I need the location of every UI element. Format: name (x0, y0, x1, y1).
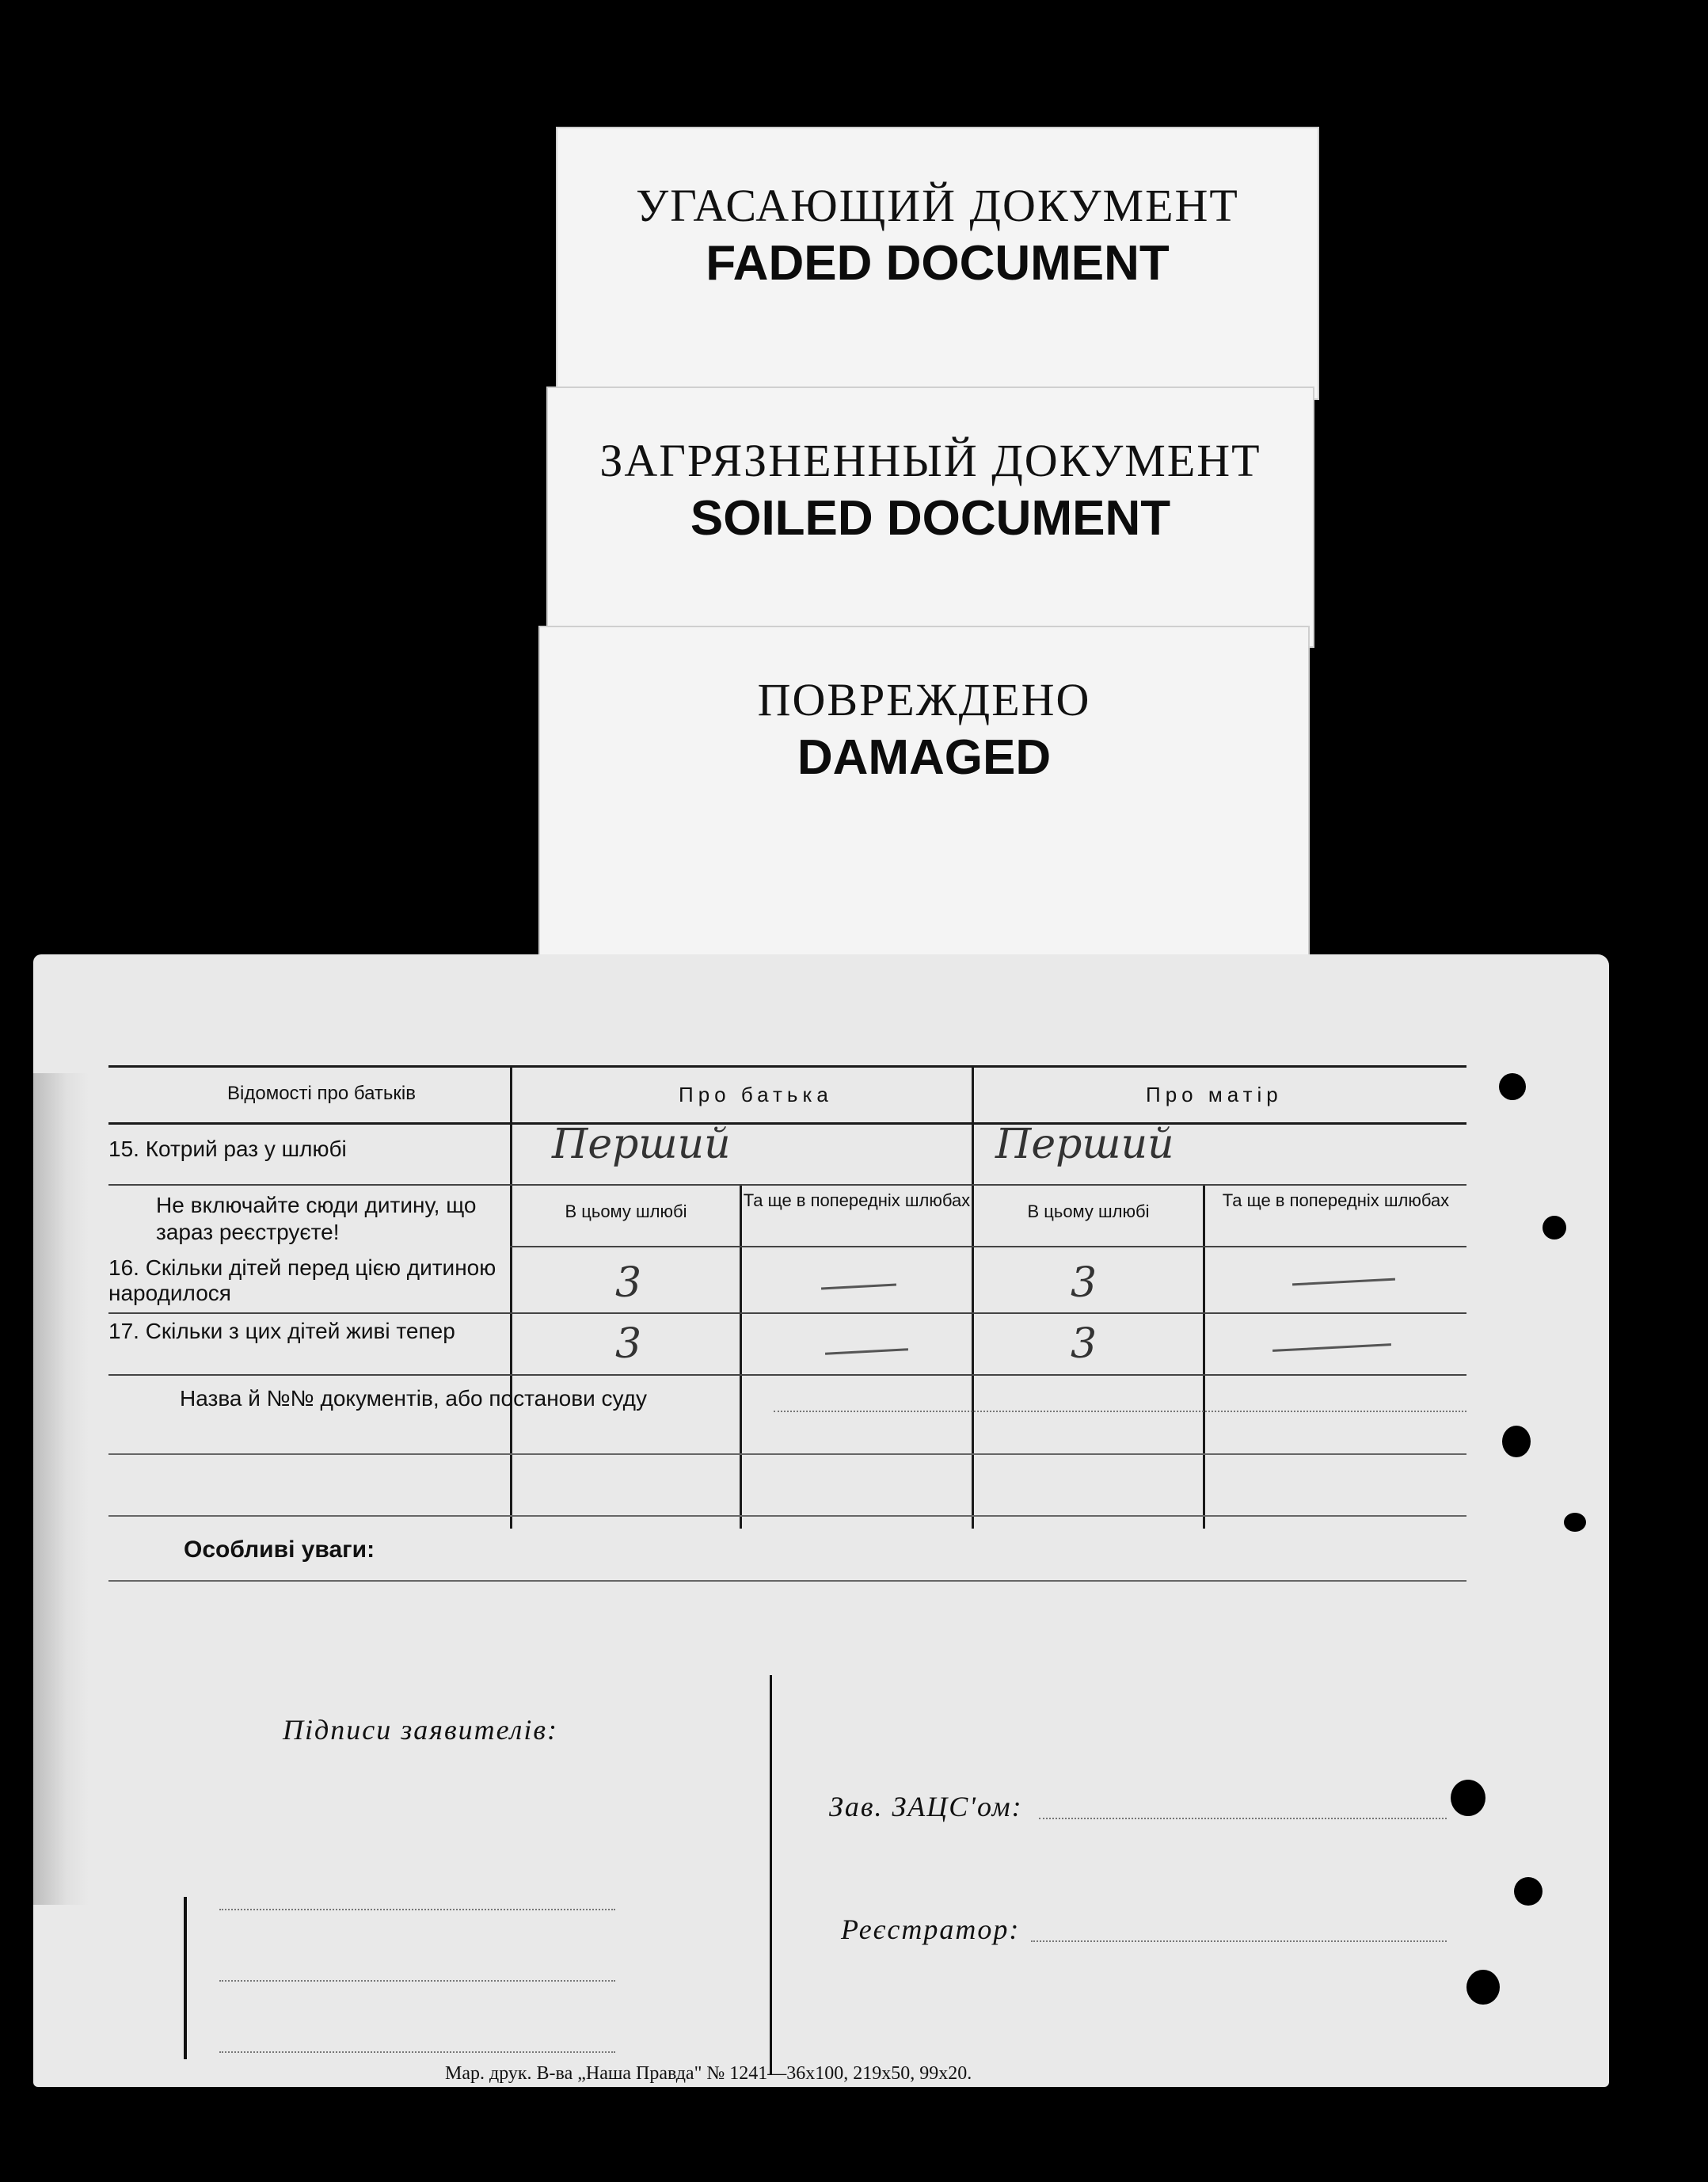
zags-head-field[interactable] (1039, 1818, 1447, 1819)
paper-curl (33, 1073, 89, 1905)
mother-children-born: 3 (1071, 1259, 1097, 1307)
signature-line-2[interactable] (219, 1980, 615, 1982)
soiled-document-card (546, 387, 1314, 648)
signature-divider (770, 1675, 772, 2075)
documents-field[interactable] (774, 1411, 1466, 1412)
faded-document-card (556, 127, 1319, 400)
registrar-field[interactable] (1031, 1940, 1447, 1942)
row16-label: 16. Скільки дітей перед цією дитиною народилося (108, 1255, 496, 1305)
punch-hole (1502, 1426, 1531, 1457)
zags-head-label: Зав. ЗАЦС'ом: (829, 1791, 1023, 1822)
divider-mother (972, 1065, 974, 1529)
damaged-document-card (538, 626, 1310, 958)
punch-hole (1564, 1513, 1586, 1532)
damaged-en-label: DAMAGED (797, 730, 1052, 785)
signature-line-1[interactable] (219, 1909, 615, 1910)
soiled-ru-label: ЗАГРЯЗНЕННЫЙ ДОКУМЕНТ (599, 435, 1261, 486)
father-children-born: 3 (615, 1259, 642, 1307)
punch-hole (1466, 1970, 1500, 2005)
row16-bottom (108, 1312, 1466, 1314)
header-bottom-border (108, 1122, 1466, 1125)
father-prev-born-dash (821, 1284, 896, 1290)
registrar-label: Реєстратор: (841, 1914, 1021, 1945)
print-footer: Мар. друк. В-ва „Наша Правда" № 1241—36х100, 219х50, 99х20. (445, 2063, 972, 2084)
father-prev-alive-dash (825, 1348, 908, 1354)
header-father: Про батька (679, 1083, 833, 1106)
documents-field-line3[interactable] (108, 1515, 1466, 1517)
table-top-border (108, 1065, 1466, 1068)
father-prev-marriages: Та ще в попередніх шлюбах (743, 1190, 971, 1210)
documents-field-line2[interactable] (108, 1453, 1466, 1455)
signature-line-3[interactable] (219, 2051, 615, 2053)
row15-label: 15. Котрий раз у шлюбі (108, 1137, 347, 1161)
row17-bottom (108, 1374, 1466, 1376)
row17-label: 17. Скільки з цих дітей живі тепер (108, 1319, 455, 1343)
special-remarks-field[interactable] (108, 1580, 1466, 1582)
special-remarks-label: Особливі уваги: (184, 1537, 375, 1563)
applicants-signatures-label: Підписи заявителів: (283, 1714, 558, 1746)
parents-table (108, 1065, 1466, 1529)
row15-bottom (108, 1184, 1466, 1186)
mother-prev-marriages: Та ще в попередніх шлюбах (1222, 1190, 1450, 1210)
father-marriage-handwritten: Перший (552, 1121, 731, 1168)
faded-ru-label: УГАСАЮЩИЙ ДОКУМЕНТ (636, 180, 1239, 231)
punch-hole (1499, 1073, 1526, 1100)
documents-label: Назва й №№ документів, або постанови суду (180, 1386, 647, 1411)
mother-prev-born-dash (1292, 1278, 1395, 1286)
faded-en-label: FADED DOCUMENT (706, 236, 1170, 291)
registration-form-sheet (33, 954, 1609, 2087)
father-children-alive: 3 (615, 1320, 642, 1368)
mother-this-marriage: В цьому шлюбі (1027, 1201, 1150, 1221)
subheader-bottom (510, 1246, 1466, 1247)
divider-father (510, 1065, 512, 1529)
divider-mother-sub (1203, 1184, 1205, 1529)
signature-bracket (184, 1897, 187, 2059)
mother-children-alive: 3 (1071, 1320, 1097, 1368)
punch-hole (1543, 1216, 1566, 1240)
mother-marriage-handwritten: Перший (995, 1121, 1174, 1168)
exclude-note: Не включайте сюди дитину, що зараз реєструєте! (156, 1193, 477, 1244)
damaged-ru-label: ПОВРЕЖДЕНО (757, 674, 1091, 725)
punch-hole (1514, 1877, 1543, 1906)
header-parents: Відомості про батьків (227, 1083, 416, 1104)
mother-prev-alive-dash (1272, 1343, 1391, 1352)
divider-father-sub (740, 1184, 742, 1529)
father-this-marriage: В цьому шлюбі (565, 1201, 687, 1221)
header-mother: Про матір (1146, 1083, 1283, 1106)
punch-hole (1451, 1780, 1485, 1816)
soiled-en-label: SOILED DOCUMENT (690, 491, 1171, 546)
